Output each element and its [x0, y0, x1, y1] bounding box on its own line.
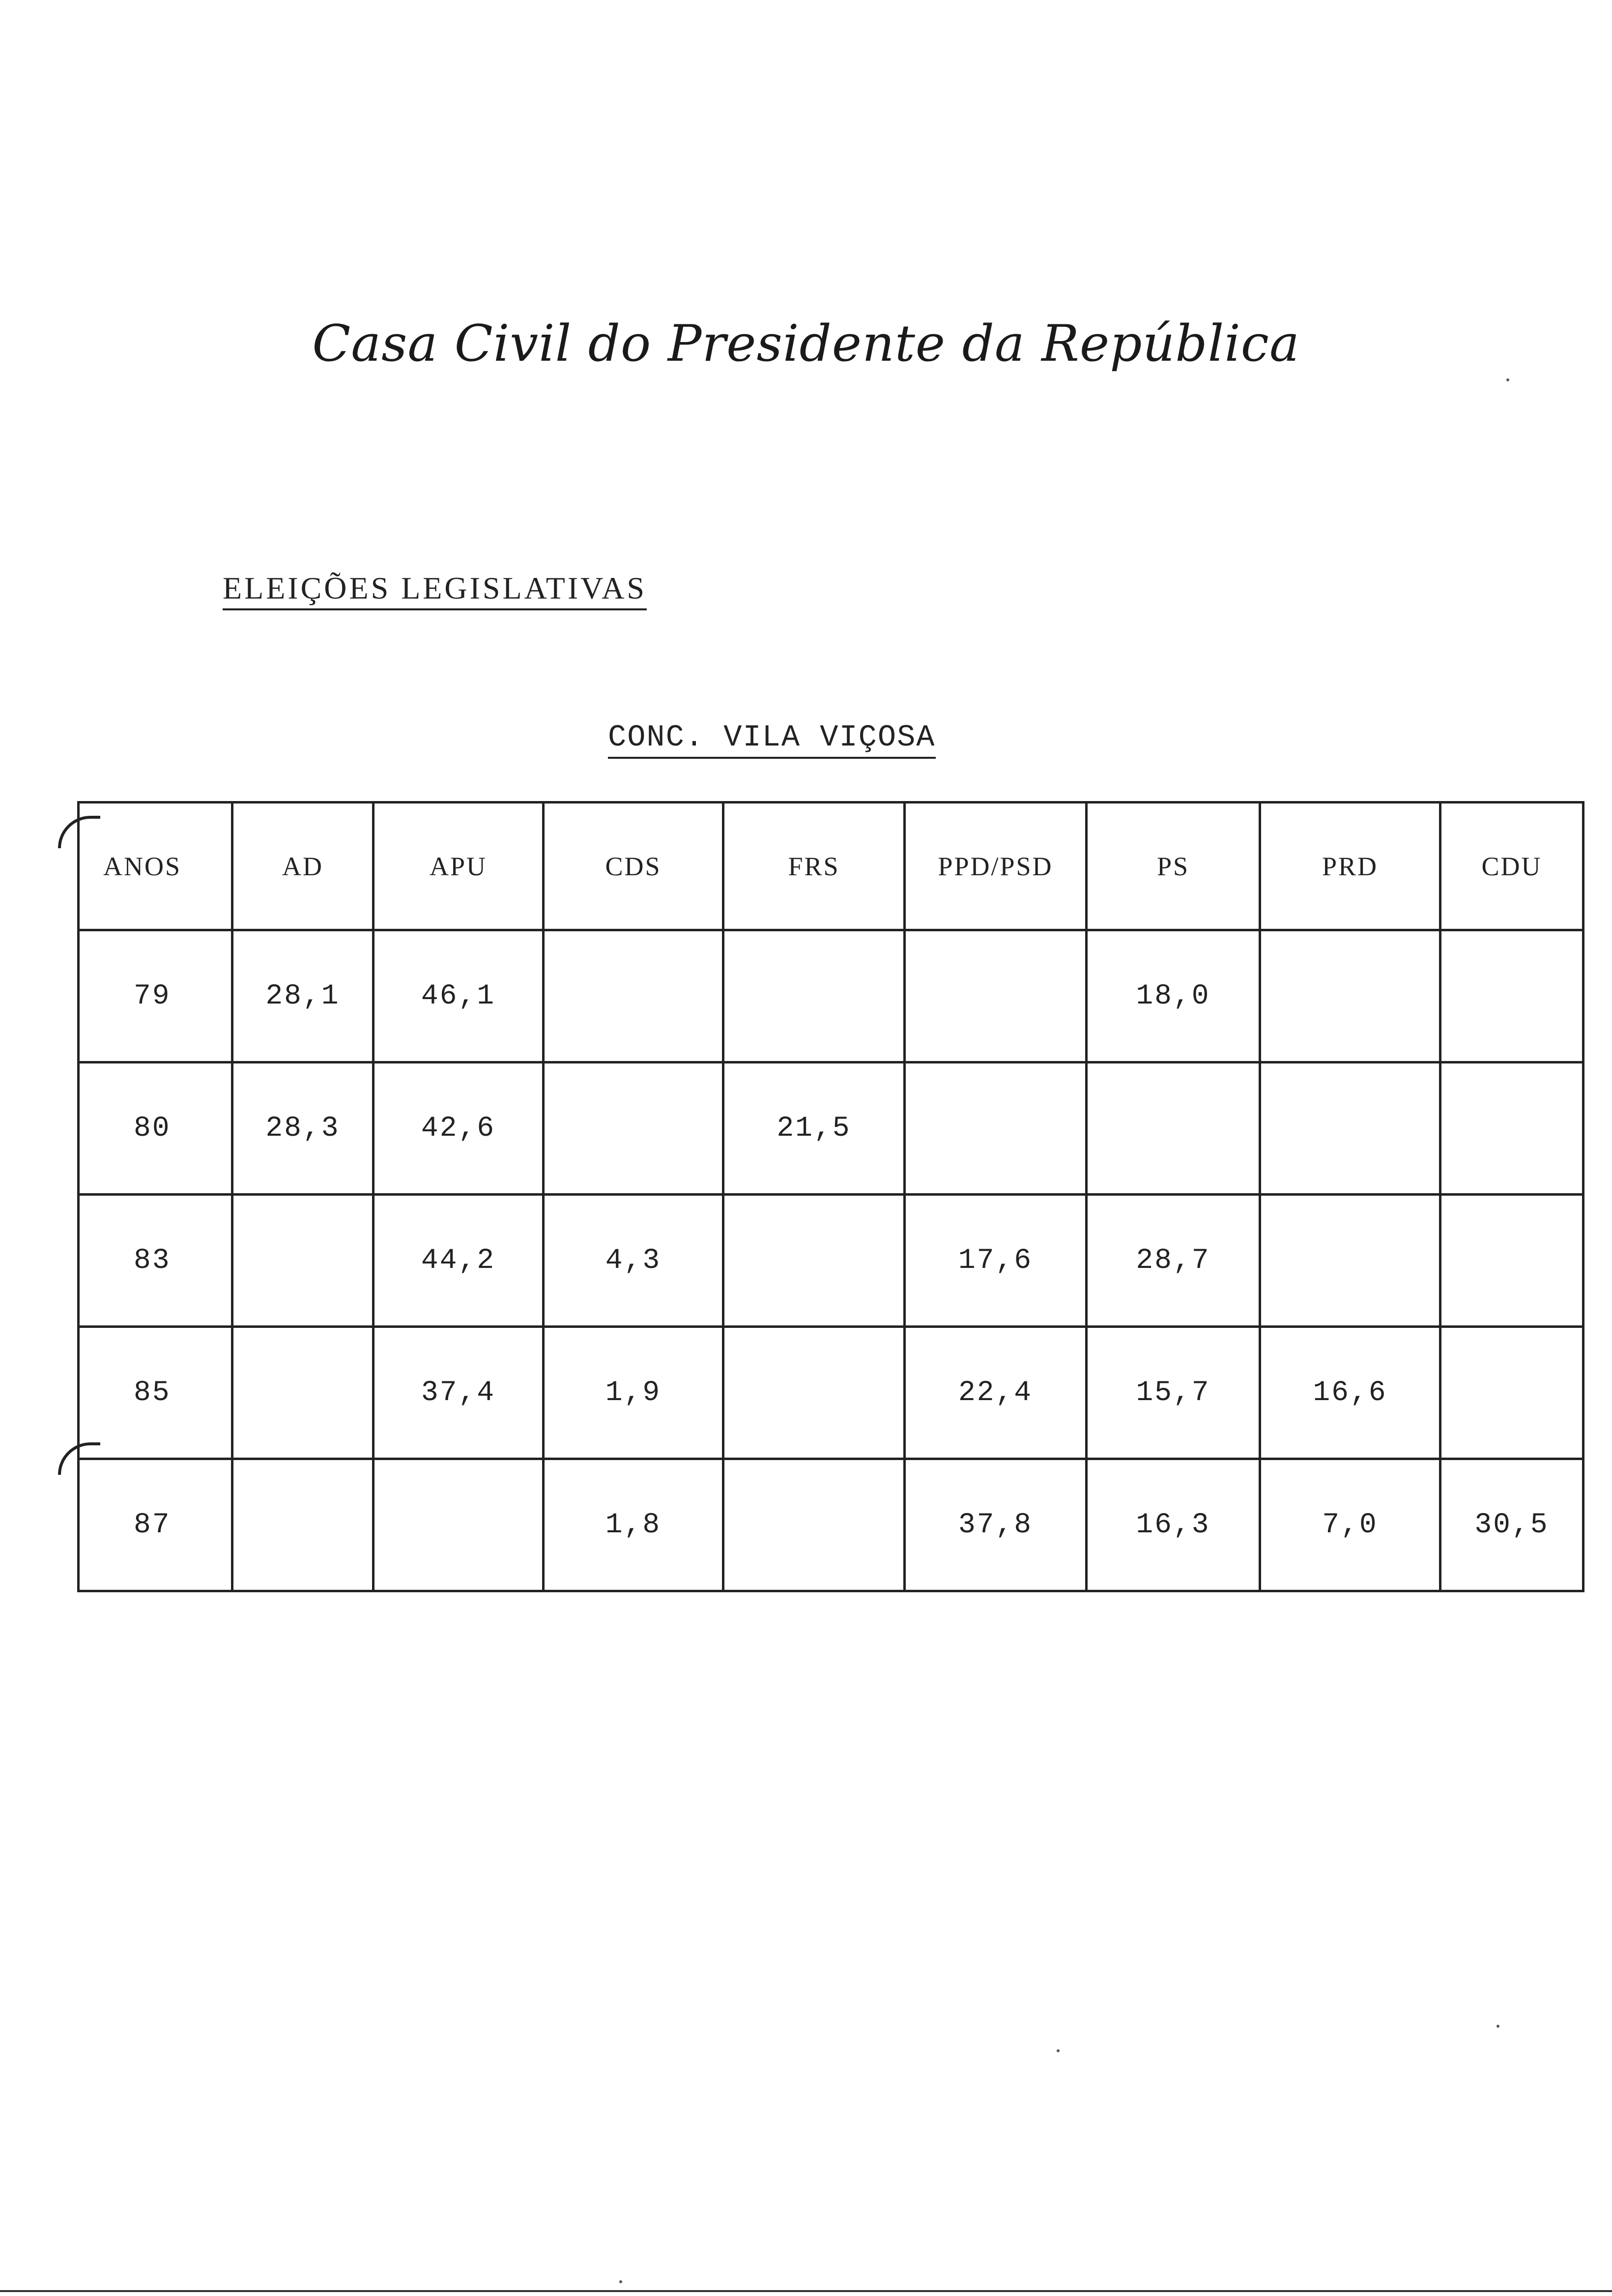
- table-cell: 7,0: [1260, 1459, 1440, 1591]
- table-cell: 17,6: [905, 1195, 1087, 1327]
- table-row: [79, 1459, 1583, 1591]
- table-cell: 22,4: [905, 1327, 1087, 1459]
- table-cell: [374, 1459, 544, 1591]
- column-header-prd: PRD: [1260, 803, 1440, 930]
- document-title: ELEIÇÕES LEGISLATIVAS: [223, 570, 647, 610]
- year-cell: 87: [79, 1459, 232, 1591]
- column-header-ps: PS: [1087, 803, 1260, 930]
- table-cell: 1,9: [544, 1327, 723, 1459]
- table-cell: 37,8: [905, 1459, 1087, 1591]
- table-cell: 15,7: [1087, 1327, 1260, 1459]
- letterhead: Casa Civil do Presidente da República: [312, 315, 1300, 373]
- table-cell: [544, 1062, 723, 1195]
- table-cell: 28,1: [232, 930, 374, 1062]
- table-header-row: [79, 803, 1583, 930]
- year-cell: 83: [79, 1195, 232, 1327]
- table-row: [79, 1327, 1583, 1459]
- election-results-table: [77, 801, 1584, 1592]
- table-row: [79, 1195, 1583, 1327]
- table-cell: [232, 1195, 374, 1327]
- scan-edge-line: [0, 2290, 1612, 2292]
- table-cell: [1260, 930, 1440, 1062]
- column-header-apu: APU: [374, 803, 544, 930]
- scan-speck: [1497, 2025, 1499, 2028]
- table-cell: [1260, 1195, 1440, 1327]
- scan-speck: [619, 2280, 622, 2283]
- column-header-anos: ANOS: [79, 803, 232, 930]
- table-cell: [905, 930, 1087, 1062]
- year-cell: 80: [79, 1062, 232, 1195]
- table-cell: [905, 1062, 1087, 1195]
- table-cell: 16,3: [1087, 1459, 1260, 1591]
- scan-speck: [1057, 2049, 1060, 2052]
- table-cell: [1440, 1062, 1583, 1195]
- table-cell: 37,4: [374, 1327, 544, 1459]
- year-cell: 85: [79, 1327, 232, 1459]
- table-cell: 21,5: [723, 1062, 905, 1195]
- table-cell: [1440, 1195, 1583, 1327]
- table-cell: [723, 930, 905, 1062]
- table-cell: [544, 930, 723, 1062]
- scan-speck: [1506, 378, 1509, 381]
- table-cell: 42,6: [374, 1062, 544, 1195]
- table-cell: 18,0: [1087, 930, 1260, 1062]
- table-cell: [723, 1195, 905, 1327]
- table-cell: 16,6: [1260, 1327, 1440, 1459]
- column-header-cds: CDS: [544, 803, 723, 930]
- table-cell: [1087, 1062, 1260, 1195]
- table-cell: [232, 1327, 374, 1459]
- table-cell: [232, 1459, 374, 1591]
- year-cell: 79: [79, 930, 232, 1062]
- table-cell: [723, 1459, 905, 1591]
- table-cell: [723, 1327, 905, 1459]
- table-cell: 28,7: [1087, 1195, 1260, 1327]
- table-cell: 44,2: [374, 1195, 544, 1327]
- table-cell: 30,5: [1440, 1459, 1583, 1591]
- column-header-frs: FRS: [723, 803, 905, 930]
- table-cell: [1260, 1062, 1440, 1195]
- table-cell: 46,1: [374, 930, 544, 1062]
- table-cell: [1440, 930, 1583, 1062]
- column-header-cdu: CDU: [1440, 803, 1583, 930]
- column-header-ad: AD: [232, 803, 374, 930]
- table-row: [79, 930, 1583, 1062]
- table-cell: 4,3: [544, 1195, 723, 1327]
- table-cell: 1,8: [544, 1459, 723, 1591]
- table-row: [79, 1062, 1583, 1195]
- table-cell: [1440, 1327, 1583, 1459]
- municipality-subtitle: CONC. VILA VIÇOSA: [608, 720, 936, 759]
- table-cell: 28,3: [232, 1062, 374, 1195]
- column-header-ppd-psd: PPD/PSD: [905, 803, 1087, 930]
